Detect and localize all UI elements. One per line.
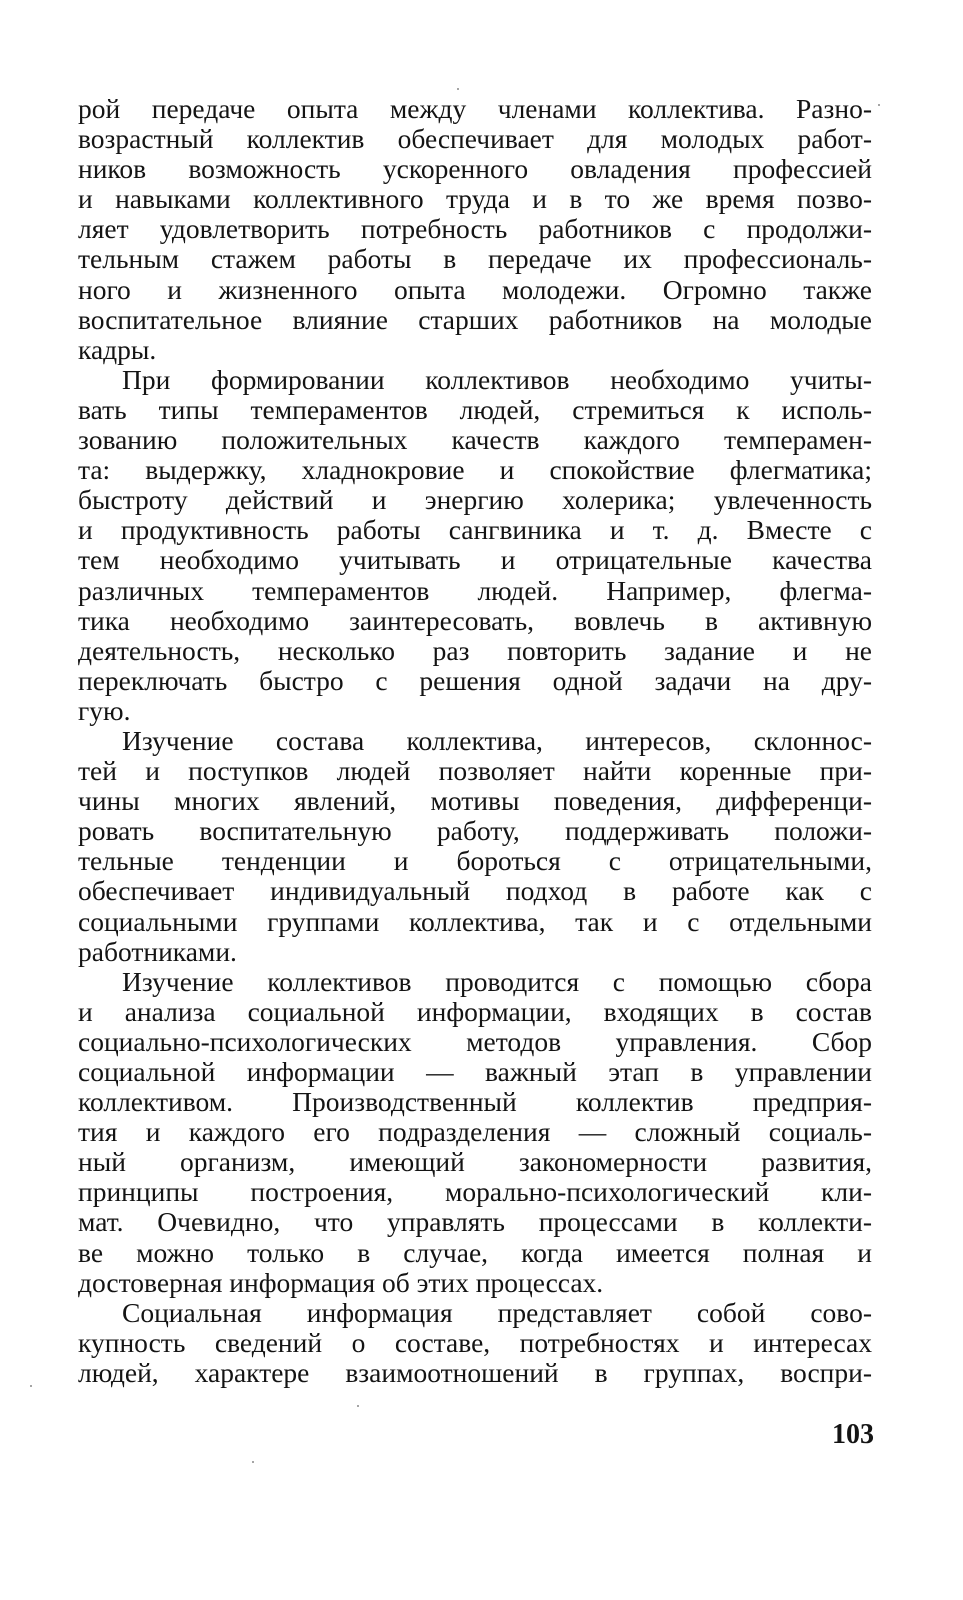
paragraph [78, 365, 872, 726]
text-line: купность сведений о составе, потребностях и интересах [78, 1326, 872, 1358]
text-line: социально-психологических методов управления. Сбор [78, 1025, 872, 1057]
text-line: ровать воспитательную работу, поддерживать положи- [78, 815, 872, 847]
paragraph [78, 94, 872, 365]
text-line: Изучение коллективов проводится с помощью сбора [122, 965, 872, 997]
text-line: Социальная информация представляет собой сово- [122, 1296, 872, 1328]
scan-speck [457, 88, 459, 90]
text-line: различных темпераментов людей. Например, флегма- [78, 574, 872, 606]
scan-speck [878, 104, 880, 106]
text-line: кадры. [78, 333, 157, 365]
text-line: тей и поступков людей позволяет найти коренные при- [78, 755, 872, 787]
text-line: тика необходимо заинтересовать, вовлечь в активную [78, 604, 872, 636]
page-number: 103 [832, 1419, 874, 1450]
text-line: принципы построения, морально-психологический кли- [78, 1176, 872, 1208]
text-line: ников возможность ускоренного овладения профессией [78, 153, 872, 185]
text-line: людей, характере взаимоотношений в группах, воспри- [78, 1356, 872, 1388]
text-line: тем необходимо учитывать и отрицательные качества [78, 544, 872, 576]
text-line: ного и жизненного опыта молодежи. Огромно также [78, 273, 872, 305]
text-line: и навыками коллективного труда и в то же время позво- [78, 183, 872, 215]
text-line: Изучение состава коллектива, интересов, склоннос- [122, 724, 872, 756]
text-line: гую. [78, 694, 131, 726]
text-line: коллективом. Производственный коллектив предприя- [78, 1086, 872, 1118]
text-line: социальными группами коллектива, так и с отдельными [78, 905, 872, 937]
text-line: рой передаче опыта между членами коллектива. Разно- [78, 93, 872, 124]
text-line: чины многих явлений, мотивы поведения, дифференци- [78, 785, 872, 817]
text-line: деятельность, несколько раз повторить задание и не [78, 634, 872, 666]
scan-speck [252, 1461, 254, 1463]
text-line: возрастный коллектив обеспечивает для молодых работ- [78, 123, 872, 155]
text-line: социальной информации — важный этап в управлении [78, 1056, 872, 1087]
paragraph [78, 1298, 872, 1388]
scan-speck [30, 1385, 32, 1387]
text-line: достоверная информация об этих процессах. [78, 1266, 604, 1298]
text-line: тия и каждого его подразделения — сложный социаль- [78, 1116, 872, 1148]
text-line: зованию положительных качеств каждого темперамен- [78, 424, 872, 456]
text-line: тельные тенденции и бороться с отрицательными, [78, 845, 872, 877]
page-body-text [78, 94, 872, 1388]
scan-speck [357, 1405, 359, 1407]
text-line: и продуктивность работы сангвиника и т. д. Вместе с [78, 514, 872, 546]
text-line: При формировании коллективов необходимо учиты- [122, 363, 872, 395]
text-line: ляет удовлетворить потребность работников с продолжи- [78, 213, 872, 245]
text-line: мат. Очевидно, что управлять процессами в коллекти- [78, 1206, 872, 1238]
text-line: обеспечивает индивидуальный подход в работе как с [78, 875, 872, 907]
text-line: и анализа социальной информации, входящих в состав [78, 995, 872, 1027]
text-line: та: выдержку, хладнокровие и спокойствие флегматика; [78, 454, 872, 486]
text-line: переключать быстро с решения одной задачи на дру- [78, 664, 872, 696]
text-line: работниками. [78, 935, 237, 967]
text-line: воспитательное влияние старших работников на молодые [78, 303, 872, 335]
text-line: вать типы темпераментов людей, стремиться к исполь- [78, 393, 872, 425]
text-line: ве можно только в случае, когда имеется полная и [78, 1236, 872, 1268]
paragraph [78, 967, 872, 1298]
text-line: тельным стажем работы в передаче их профессиональ- [78, 243, 872, 275]
text-line: быстроту действий и энергию холерика; увлеченность [78, 484, 872, 516]
paragraph [78, 726, 872, 967]
text-line: ный организм, имеющий закономерности развития, [78, 1146, 872, 1178]
